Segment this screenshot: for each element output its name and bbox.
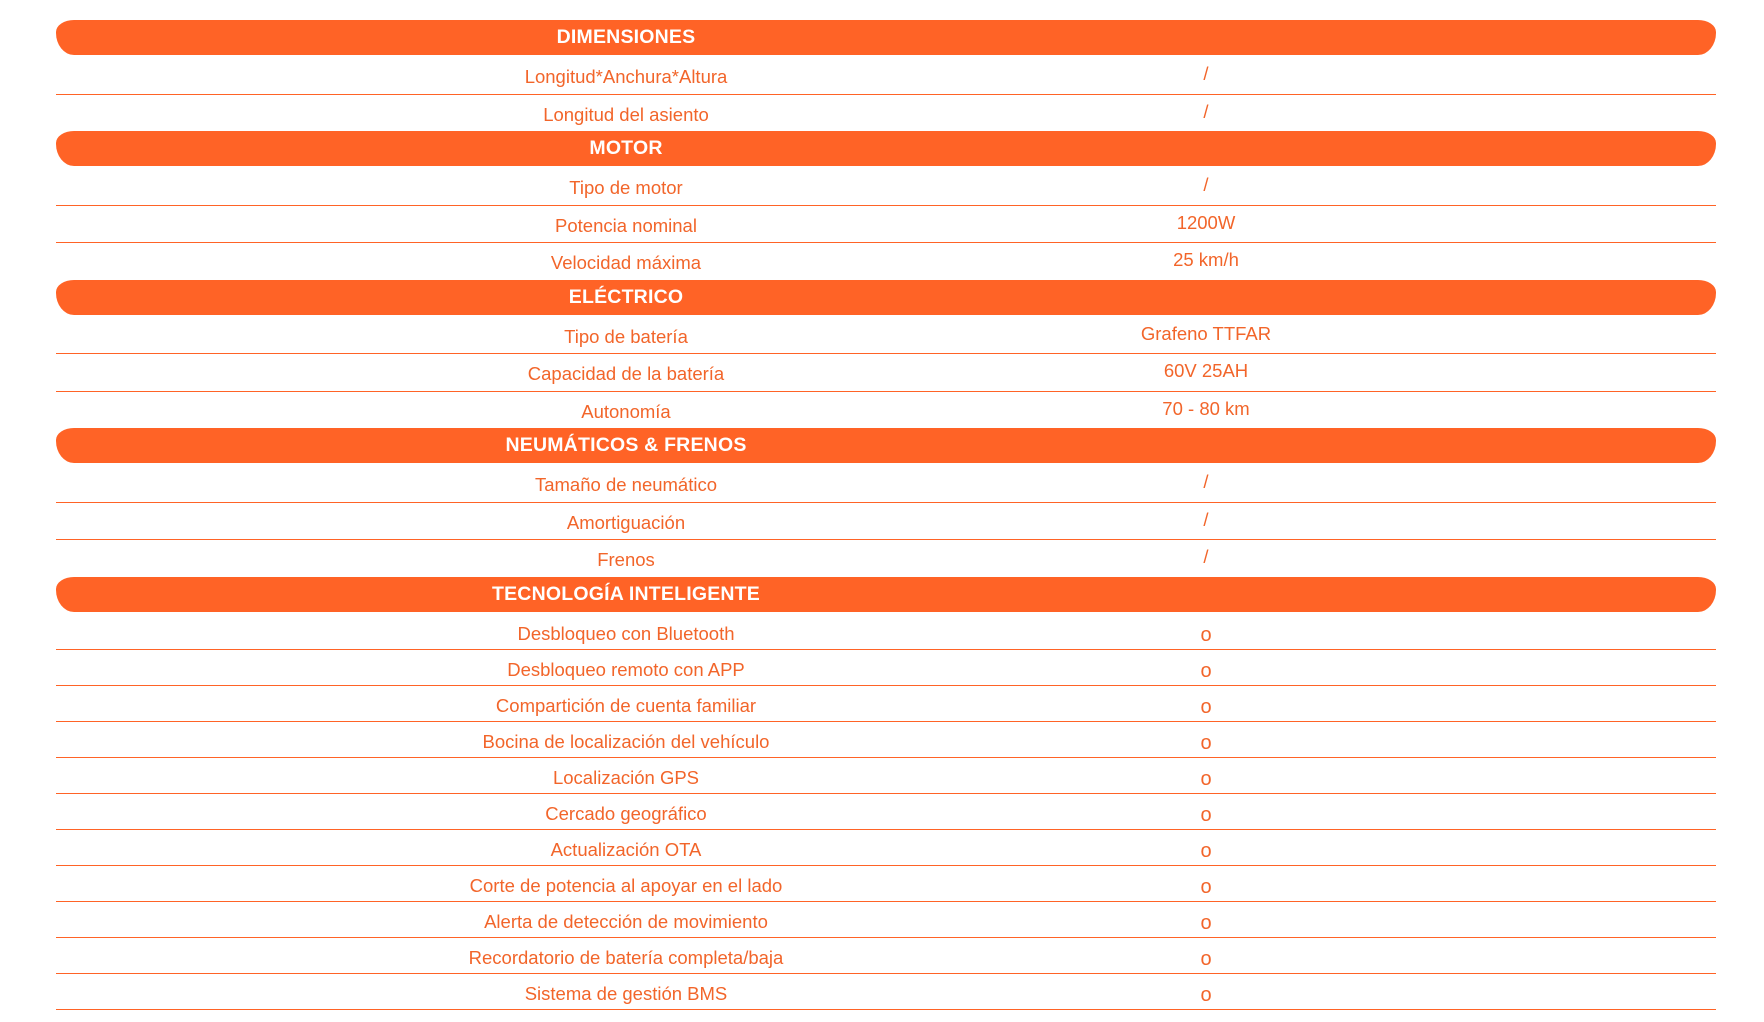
feature-check-icon: o xyxy=(1200,983,1212,1006)
spec-value: 70 - 80 km xyxy=(1162,397,1250,419)
spec-row xyxy=(56,243,1716,280)
spec-row xyxy=(56,794,1716,830)
spec-row xyxy=(56,95,1716,132)
spec-row xyxy=(56,830,1716,866)
spec-row xyxy=(56,902,1716,938)
section-title: MOTOR xyxy=(589,137,663,159)
spec-row xyxy=(56,465,1716,503)
spec-label: Compartición de cuenta familiar xyxy=(495,694,757,716)
spec-row xyxy=(56,686,1716,722)
spec-row xyxy=(56,866,1716,902)
feature-check-icon: o xyxy=(1200,839,1212,862)
feature-check-icon: o xyxy=(1200,731,1212,754)
spec-row xyxy=(56,614,1716,650)
spec-value: / xyxy=(1203,508,1209,530)
spec-row xyxy=(56,938,1716,974)
spec-label: Autonomía xyxy=(581,400,671,422)
spec-value: / xyxy=(1203,100,1209,122)
feature-check-icon: o xyxy=(1200,767,1212,790)
spec-row xyxy=(56,722,1716,758)
spec-row xyxy=(56,168,1716,206)
spec-label: Desbloqueo con Bluetooth xyxy=(517,622,735,644)
section-header-dimensiones xyxy=(56,20,1716,55)
spec-label: Tipo de motor xyxy=(569,177,683,198)
section-header-tecnologia-inteligente xyxy=(56,577,1716,612)
spec-label: Longitud*Anchura*Altura xyxy=(524,66,728,87)
feature-check-icon: o xyxy=(1200,947,1212,970)
spec-label: Recordatorio de batería completa/baja xyxy=(468,946,784,968)
spec-row xyxy=(56,57,1716,95)
feature-check-icon: o xyxy=(1200,659,1212,682)
spec-value: 25 km/h xyxy=(1173,249,1239,270)
spec-row xyxy=(56,758,1716,794)
spec-label: Desbloqueo remoto con APP xyxy=(507,658,745,680)
spec-row xyxy=(56,650,1716,686)
spec-label: Actualización OTA xyxy=(550,838,702,860)
spec-label: Frenos xyxy=(597,549,655,570)
section-title: DIMENSIONES xyxy=(556,26,696,48)
spec-value: Grafeno TTFAR xyxy=(1140,322,1272,344)
feature-check-icon: o xyxy=(1200,695,1212,718)
spec-label: Longitud del asiento xyxy=(543,103,709,125)
spec-value: 60V 25AH xyxy=(1163,360,1249,381)
spec-label: Capacidad de la batería xyxy=(527,363,725,384)
spec-label: Amortiguación xyxy=(566,511,686,533)
feature-check-icon: o xyxy=(1200,623,1212,646)
spec-value: / xyxy=(1203,471,1209,492)
spec-row xyxy=(56,392,1716,429)
spec-row xyxy=(56,317,1716,355)
spec-label: Bocina de localización del vehículo xyxy=(482,730,770,752)
section-title: TECNOLOGÍA INTELIGENTE xyxy=(491,582,760,605)
feature-check-icon: o xyxy=(1200,803,1212,826)
feature-check-icon: o xyxy=(1200,911,1212,934)
section-header-electrico xyxy=(56,280,1716,315)
section-title: NEUMÁTICOS & FRENOS xyxy=(505,434,747,456)
spec-label: Cercado geográfico xyxy=(545,802,707,824)
spec-row xyxy=(56,540,1716,577)
spec-table xyxy=(56,20,1716,1010)
spec-label: Tipo de batería xyxy=(564,325,688,347)
spec-label: Alerta de detección de movimiento xyxy=(484,910,768,932)
spec-value: / xyxy=(1203,546,1209,567)
spec-row xyxy=(56,206,1716,244)
spec-row xyxy=(56,974,1716,1010)
spec-label: Potencia nominal xyxy=(555,214,697,236)
spec-value: / xyxy=(1203,174,1209,195)
section-header-neumaticos-frenos xyxy=(56,428,1716,463)
spec-label: Localización GPS xyxy=(552,766,700,788)
section-title: ELÉCTRICO xyxy=(568,285,684,308)
spec-value: 1200W xyxy=(1176,211,1236,233)
spec-label: Sistema de gestión BMS xyxy=(524,982,728,1004)
spec-label: Tamaño de neumático xyxy=(534,474,718,495)
spec-row xyxy=(56,503,1716,541)
section-header-motor xyxy=(56,131,1716,166)
feature-check-icon: o xyxy=(1200,875,1212,898)
spec-label: Velocidad máxima xyxy=(550,252,702,273)
spec-value: / xyxy=(1203,63,1209,84)
spec-label: Corte de potencia al apoyar en el lado xyxy=(469,874,783,896)
spec-row xyxy=(56,354,1716,392)
